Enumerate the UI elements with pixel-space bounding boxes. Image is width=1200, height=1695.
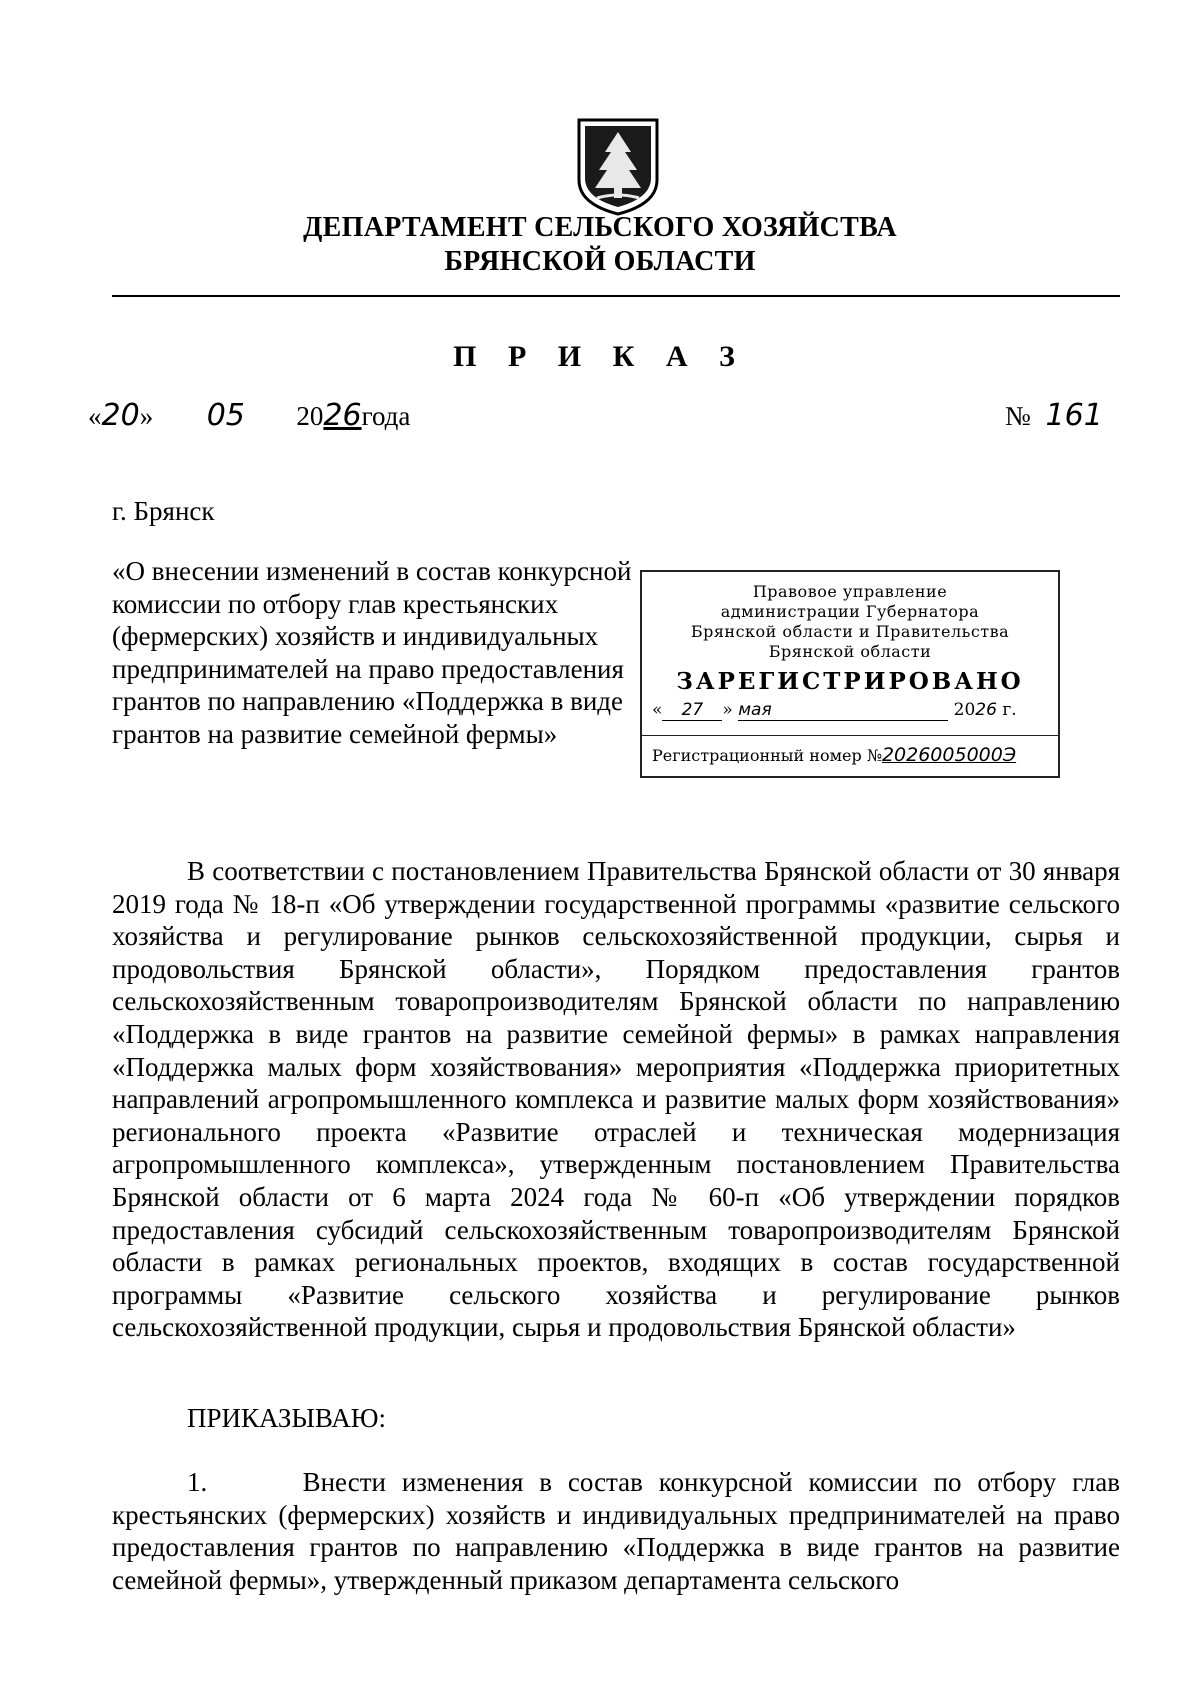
stamp-status: ЗАРЕГИСТРИРОВАНО: [676, 668, 1024, 695]
header-divider: [112, 295, 1120, 297]
stamp-line4: Брянской области: [768, 642, 932, 661]
stamp-day: 27: [662, 700, 722, 721]
stamp-reg-label: Регистрационный номер №: [652, 746, 882, 765]
stamp-divider: [642, 735, 1058, 736]
date-month: 05: [206, 398, 245, 433]
coat-of-arms-emblem: [575, 118, 661, 216]
department-name-line2: БРЯНСКОЙ ОБЛАСТИ: [444, 246, 756, 277]
stamp-line1: Правовое управление: [752, 582, 948, 601]
date-year-suffix: 26: [323, 398, 362, 433]
order-item-1-text: 1. Внести изменения в состав конкурсной комиссии по отбору глав крестьянских (фермерских) хозяйств и индивидуальных предпринимателей на право предоставления грантов по направлению «Поддержка в виде грантов на развитие семейной фермы», утвержденный приказом департамента сельского: [112, 1467, 1120, 1595]
stamp-reg-number: 2026005000Э: [881, 744, 1017, 766]
stamp-year-prefix: 20: [953, 700, 976, 720]
document-number: [1005, 398, 1103, 433]
date-year-prefix: 20: [296, 401, 324, 431]
order-subject: «О внесении изменений в состав конкурсной комиссии по отбору глав крестьянских (фермерских) хозяйств и индивидуальных предпринимателей на право предоставления грантов по направлению «Поддержка в виде грантов на развитие семейной фермы»: [112, 556, 632, 749]
decree-heading: ПРИКАЗЫВАЮ:: [187, 1403, 386, 1433]
city: г. Брянск: [112, 496, 215, 526]
stamp-line2: администрации Губернатора: [720, 602, 980, 621]
number-value: 161: [1045, 398, 1103, 433]
preamble-paragraph: В соответствии с постановлением Правительства Брянской области от 30 января 2019 года № 18-п «Об утверждении государственной программы «развитие сельского хозяйства и регулирование рынков сельскохозяйственной продукции, сырья и продовольствия Брянской области», Порядком предоставления грантов сельскохозяйственным товаропроизводителям Брянской области по направлению «Поддержка в виде грантов на развитие семейной фермы» в рамках направления «Поддержка малых форм хозяйствования» мероприятия «Поддержка приоритетных направлений агропромышленного комплекса и развитие малых форм хозяйствования» регионального проекта «Развитие отраслей и техническая модернизация агропромышленного комплекса», утвержденным постановлением Правительства Брянской области от 6 марта 2024 года № 60-п «Об утверждении порядков предоставления субсидий сельскохозяйственным товаропроизводителям Брянской области в рамках региональных проектов, входящих в состав государственной программы «Развитие сельского хозяйства и регулирование рынков сельскохозяйственной продукции, сырья и продовольствия Брянской области»: [112, 856, 1120, 1343]
number-label: №: [1005, 401, 1031, 431]
date-year-word: года: [361, 401, 411, 431]
date-open-quote: «: [88, 401, 102, 431]
registration-stamp: [640, 570, 1060, 778]
stamp-registration-number: [652, 744, 1016, 766]
stamp-year-label: г.: [1002, 700, 1017, 720]
stamp-month: мая: [738, 700, 948, 721]
department-name-line1: ДЕПАРТАМЕНТ СЕЛЬСКОГО ХОЗЯЙСТВА: [303, 212, 897, 243]
document-type-title: П Р И К А З: [453, 340, 747, 373]
order-item-1: [112, 1466, 1120, 1596]
stamp-date: « 27 » мая 2026 г.: [652, 700, 1017, 720]
date-close-quote: »: [139, 401, 154, 431]
date-day: 20: [101, 398, 140, 433]
stamp-year-suffix: 26: [975, 700, 997, 720]
preamble: [112, 855, 1120, 1344]
document-date: [88, 398, 410, 433]
stamp-line3: Брянской области и Правительства: [690, 622, 1010, 641]
